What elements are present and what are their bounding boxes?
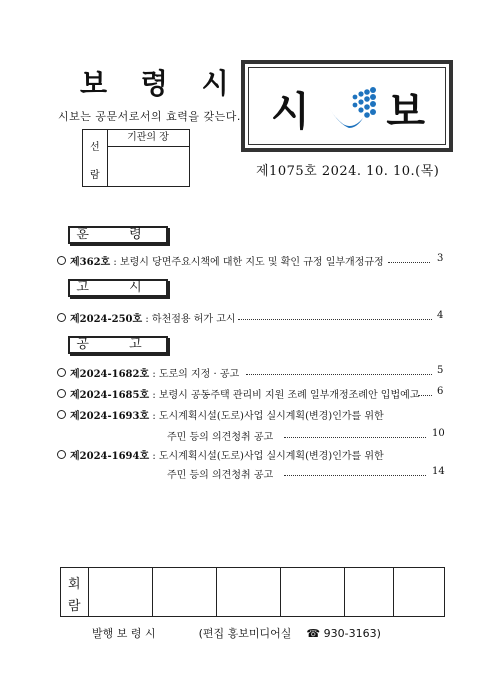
wave-emblem-icon <box>327 84 379 134</box>
entry-title-continued: 주민 등의 의견청취 공고 <box>167 432 274 443</box>
approval-head: 기관의 장 <box>107 130 189 147</box>
phone-number: 930-3163) <box>323 627 381 640</box>
section-title-directive: 훈 령 <box>68 226 168 244</box>
leader-dots <box>238 319 432 320</box>
bullet-circle-icon <box>57 450 66 459</box>
circulation-cell <box>216 568 217 616</box>
entry-number: 제2024-250호 <box>70 314 143 325</box>
entry-title: : 보령시 당면주요시책에 대한 지도 및 확인 규정 일부개정규정 <box>110 257 384 268</box>
circulation-cell <box>344 568 345 616</box>
footer <box>92 625 381 641</box>
circulation-cell <box>152 568 153 616</box>
entry-title: : 도로의 지정 · 공고 <box>149 369 240 380</box>
entry-page: 10 <box>432 428 445 439</box>
bullet-circle-icon <box>57 313 66 322</box>
leader-dots <box>284 475 426 476</box>
circulation-cell <box>393 568 394 616</box>
legal-note: 시보는 공문서로서의 효력을 갖는다. <box>58 110 241 123</box>
phone-icon: ☎ <box>306 627 321 640</box>
approval-char-1: 선 <box>90 142 100 153</box>
entry-title: : 하천점용 허가 고시 <box>142 314 236 325</box>
entry-title: : 도시계획시설(도로)사업 실시계획(변경)인가를 위한 <box>149 451 384 462</box>
section-title-announcement: 공 고 <box>68 336 168 354</box>
leader-dots <box>388 262 430 263</box>
leader-dots <box>418 395 432 396</box>
entry-page: 14 <box>432 466 445 477</box>
entry-page: 5 <box>437 365 444 376</box>
circulation-char-2: 람 <box>68 599 81 614</box>
circulation-char-1: 회 <box>68 577 81 592</box>
entry-number: 제2024-1694호 <box>70 451 150 462</box>
circulation-table <box>60 567 445 617</box>
publisher: 발행 보 령 시 <box>92 627 156 640</box>
entry-title: : 도시계획시설(도로)사업 실시계획(변경)인가를 위한 <box>149 411 384 422</box>
bullet-circle-icon <box>57 368 66 377</box>
entry-number: 제362호 <box>70 257 111 268</box>
circulation-cell <box>280 568 281 616</box>
bullet-circle-icon <box>57 410 66 419</box>
approval-box <box>82 129 190 187</box>
leader-dots <box>246 374 432 375</box>
circulation-cell <box>88 568 89 616</box>
entry-number: 제2024-1685호 <box>70 390 150 401</box>
section-title-notice: 고 시 <box>68 279 168 297</box>
toc-entry[interactable] <box>57 407 384 422</box>
gazette-logo <box>241 60 453 152</box>
entry-page: 6 <box>437 386 444 397</box>
approval-label-column <box>83 130 108 186</box>
entry-page: 4 <box>437 310 444 321</box>
toc-entry[interactable] <box>57 365 239 380</box>
bullet-circle-icon <box>57 389 66 398</box>
entry-number: 제2024-1693호 <box>70 411 150 422</box>
entry-page: 3 <box>437 253 444 264</box>
entry-number: 제2024-1682호 <box>70 369 150 380</box>
editor: (편집 홍보미디어실 <box>198 627 292 640</box>
logo-left-char: 시 <box>271 89 310 135</box>
entry-title-continued: 주민 등의 의견청취 공고 <box>167 470 274 481</box>
logo-right-char: 보 <box>386 89 425 135</box>
issue-line: 제1075호 2024. 10. 10.(목) <box>256 164 440 179</box>
bullet-circle-icon <box>57 256 66 265</box>
toc-entry[interactable] <box>57 386 419 401</box>
leader-dots <box>284 437 426 438</box>
approval-char-2: 람 <box>90 170 100 181</box>
toc-entry[interactable] <box>57 253 384 268</box>
toc-entry[interactable] <box>57 310 236 325</box>
circulation-label <box>61 568 88 616</box>
entry-title: : 보령시 공동주택 관리비 지원 조례 일부개정조례안 입법예고 <box>149 390 420 401</box>
city-title: 보 령 시 <box>80 67 241 100</box>
toc-entry[interactable] <box>57 447 384 462</box>
